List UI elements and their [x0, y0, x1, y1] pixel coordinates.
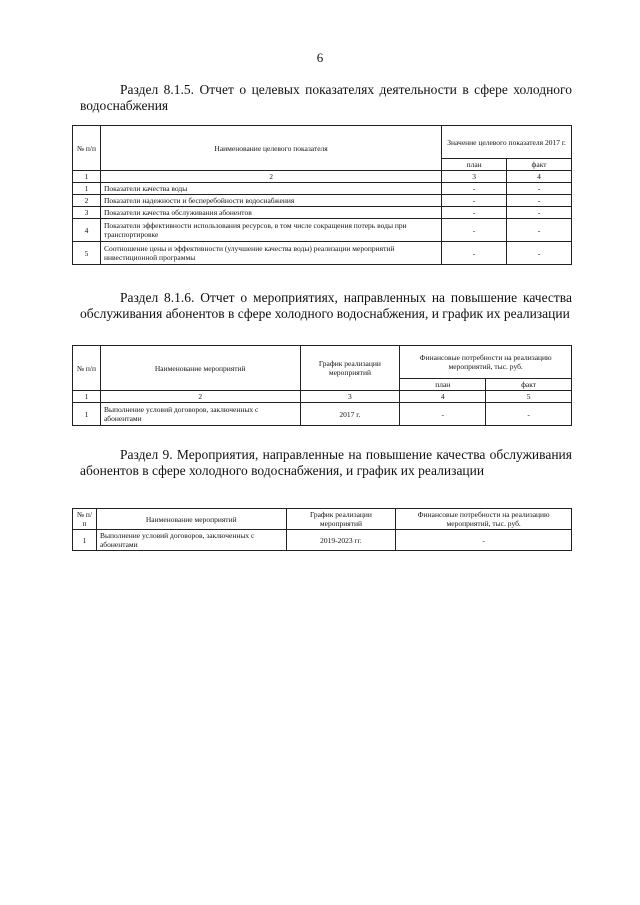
table-header-row	[73, 509, 572, 530]
row-num: 1	[73, 403, 101, 426]
index-cell: 4	[400, 391, 486, 403]
col-plan-header: план	[442, 159, 507, 171]
row-num: 1	[73, 530, 97, 551]
row-num: 4	[73, 219, 101, 242]
row-finance: -	[396, 530, 572, 551]
section-8-1-6-heading-text: Раздел 8.1.6. Отчет о мероприятиях, направленных на повышение качества обслуживания абонентов в сфере холодного водоснабжения, и график их реализации	[80, 290, 572, 321]
row-num: 3	[73, 207, 101, 219]
row-fact: -	[507, 195, 572, 207]
row-name: Выполнение условий договоров, заключенных с абонентами	[96, 530, 286, 551]
table-row	[73, 183, 572, 195]
section-9-heading-text: Раздел 9. Мероприятия, направленные на повышение качества обслуживания абонентов в сфере холодного водоснабжения, и график их реализации	[80, 447, 572, 478]
index-cell: 1	[73, 391, 101, 403]
row-fact: -	[507, 219, 572, 242]
section-8-1-5-heading	[80, 82, 572, 114]
col-name-header: Наименование целевого показателя	[100, 126, 441, 171]
row-plan: -	[442, 207, 507, 219]
service-measures-table	[72, 345, 572, 426]
row-plan: -	[442, 219, 507, 242]
row-name: Показатели качества обслуживания абонентов	[100, 207, 441, 219]
row-num: 5	[73, 242, 101, 265]
index-cell: 5	[486, 391, 572, 403]
measures-schedule-table	[72, 508, 572, 551]
row-plan: -	[442, 195, 507, 207]
col-name-header: Наименование мероприятий	[100, 346, 300, 391]
col-fact-header: факт	[507, 159, 572, 171]
index-cell: 4	[507, 171, 572, 183]
table-header-row	[73, 346, 572, 379]
row-fact: -	[507, 207, 572, 219]
row-name: Соотношение цены и эффективности (улучшение качества воды) реализации мероприятий инвестиционной программы	[100, 242, 441, 265]
col-plan-header: план	[400, 379, 486, 391]
row-num: 2	[73, 195, 101, 207]
row-fact: -	[507, 183, 572, 195]
row-name: Показатели эффективности использования ресурсов, в том числе сокращения потерь воды при транспортировке	[100, 219, 441, 242]
page-number: 6	[316, 50, 324, 65]
col-name-header: Наименование мероприятий	[96, 509, 286, 530]
index-cell: 3	[442, 171, 507, 183]
table-header-row	[73, 126, 572, 159]
index-cell: 2	[100, 171, 441, 183]
col-schedule-header: График реализации мероприятий	[300, 346, 400, 391]
section-8-1-5-heading-text: Раздел 8.1.5. Отчет о целевых показателях деятельности в сфере холодного водоснабжения	[80, 82, 572, 113]
index-cell: 3	[300, 391, 400, 403]
col-value-header: Значение целевого показателя 2017 г.	[442, 126, 572, 159]
target-indicators-table	[72, 125, 572, 265]
col-finance-header: Финансовые потребности на реализацию мероприятий, тыс. руб.	[400, 346, 572, 379]
col-fact-header: факт	[486, 379, 572, 391]
table-row	[73, 530, 572, 551]
row-fact: -	[486, 403, 572, 426]
col-num-header: № п/п	[73, 346, 101, 391]
row-name: Выполнение условий договоров, заключенных с абонентами	[100, 403, 300, 426]
row-schedule: 2019-2023 гг.	[286, 530, 396, 551]
table-row	[73, 207, 572, 219]
table-row	[73, 219, 572, 242]
row-plan: -	[442, 242, 507, 265]
row-num: 1	[73, 183, 101, 195]
row-plan: -	[442, 183, 507, 195]
table-row	[73, 195, 572, 207]
table-index-row	[73, 171, 572, 183]
index-cell: 2	[100, 391, 300, 403]
row-name: Показатели качества воды	[100, 183, 441, 195]
row-plan: -	[400, 403, 486, 426]
table-index-row	[73, 391, 572, 403]
index-cell: 1	[73, 171, 101, 183]
row-schedule: 2017 г.	[300, 403, 400, 426]
row-fact: -	[507, 242, 572, 265]
col-finance-header: Финансовые потребности на реализацию мероприятий, тыс. руб.	[396, 509, 572, 530]
row-name: Показатели надежности и бесперебойности водоснабжения	[100, 195, 441, 207]
table-row	[73, 403, 572, 426]
section-8-1-6-heading	[80, 290, 572, 322]
table-row	[73, 242, 572, 265]
section-9-heading	[80, 447, 572, 479]
col-num-header: № п/п	[73, 126, 101, 171]
col-schedule-header: График реализации мероприятий	[286, 509, 396, 530]
col-num-header: № п/п	[73, 509, 97, 530]
